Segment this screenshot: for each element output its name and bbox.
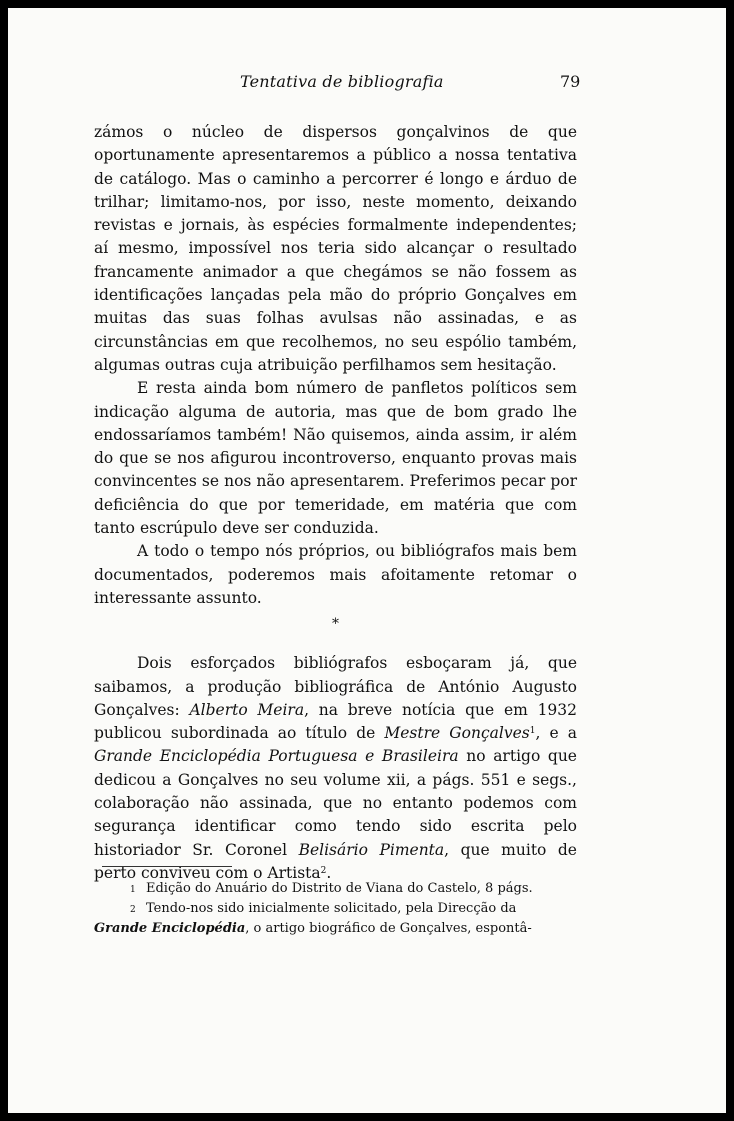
footnote-2-text: Tendo-nos sido inicialmente solicitado, pela Direcção da [146,901,517,916]
footnote-rule [102,866,232,867]
paragraph-3: A todo o tempo nós próprios, ou bibliógrafos mais bem documentados, poderemos mais afoitamente retomar o interessante assunto. [94,542,577,607]
footnote-ref-1: 1 [529,726,536,737]
footnote-2-continuation [94,919,577,939]
p4-text-4: no artigo que dedicou a Gonçalves no seu volume xii, a págs. 551 e segs., colaboração não assinada, que no entanto podemos com segurança identificar como tendo sido escrita pelo historiador Sr. Coronel [94,747,577,859]
author-name-pimenta: Belisário Pimenta [298,840,445,859]
p4-text-5: , que muito de perto conviveu com o Artista [94,840,577,882]
work-title-mestre-goncalves: Mestre Gonçalves [384,724,530,743]
p4-text-3: , e a [535,724,577,743]
paragraph-1: zámos o núcleo de dispersos gonçalvinos de que oportunamente apresentaremos a público a nossa tentativa de catálogo. Mas o caminho a percorrer é longo e árduo de trilhar; limitamo-nos, por isso, neste momento, deixando revistas e jornais, às espécies formalmente independentes; aí mesmo, impossível nos teria sido alcançar o resultado francamente animador a que chegámos se não fossem as identificações lançadas pela mão do próprio Gonçalves em muitas das suas folhas avulsas não assinadas, e as circunstâncias em que recolhemos, no seu espólio também, algumas outras cuja atribuição perfilhamos sem hesitação. [94,123,577,374]
running-title: Tentativa de bibliografia [240,72,444,91]
author-name-meira: Alberto Meira [189,700,305,719]
p4-text-2: , na breve notícia que em 1932 publicou subordinada ao título de [94,700,578,743]
footnote-2-number: 2 [130,905,136,915]
section-separator: * [332,616,339,633]
footnote-1-number: 1 [130,885,136,895]
main-text [94,121,577,885]
footnote-1 [94,879,577,899]
paragraph-4 [94,652,577,885]
footnotes [94,879,577,939]
book-page [8,8,726,1113]
p4-text-1: Dois esforçados bibliógrafos esboçaram já, que saibamos, a produção bibliográfica de António Augusto Gonçalves: [94,654,577,719]
footnote-2-rest: , o artigo biográfico de Gonçalves, espontâ- [245,921,532,936]
work-title-enciclopedia: Grande Enciclopédia Portuguesa e Brasileira [94,747,459,766]
page-number: 79 [560,72,581,91]
footnote-2-title: Grande Enciclopédia [94,921,246,936]
footnote-1-text: Edição do Anuário do Distrito de Viana do Castelo, 8 págs. [146,881,533,896]
paragraph-2: E resta ainda bom número de panfletos políticos sem indicação alguma de autoria, mas que de bom grado lhe endossaríamos também! Não quisemos, ainda assim, ir além do que se nos afigurou incontroverso, enquanto provas mais convincentes se nos não apresentarem. Preferimos pecar por deficiência do que por temeridade, em matéria que com tanto escrúpulo deve ser conduzida. [94,379,577,538]
p4-text-6: . [326,863,332,882]
footnote-2 [94,899,577,919]
footnote-ref-2: 2 [320,865,327,876]
